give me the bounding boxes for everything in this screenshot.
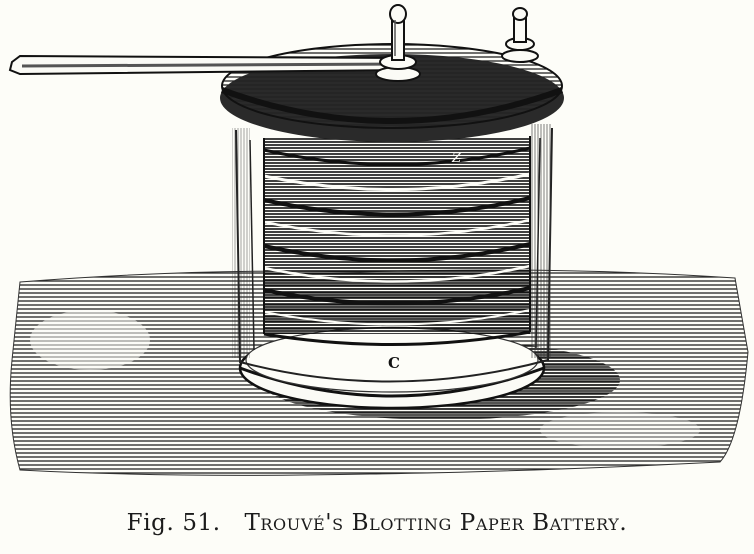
figure-caption	[0, 510, 754, 536]
plate-letter-base: C	[388, 354, 400, 372]
paper-stack	[264, 136, 530, 345]
figure-title: Trouvé's Blotting Paper Battery.	[244, 510, 628, 536]
figure-number: Fig. 51.	[126, 510, 221, 536]
binding-screw-left	[376, 5, 420, 81]
binding-screw-right	[502, 8, 538, 62]
plate-letter-top: Z	[452, 151, 462, 166]
